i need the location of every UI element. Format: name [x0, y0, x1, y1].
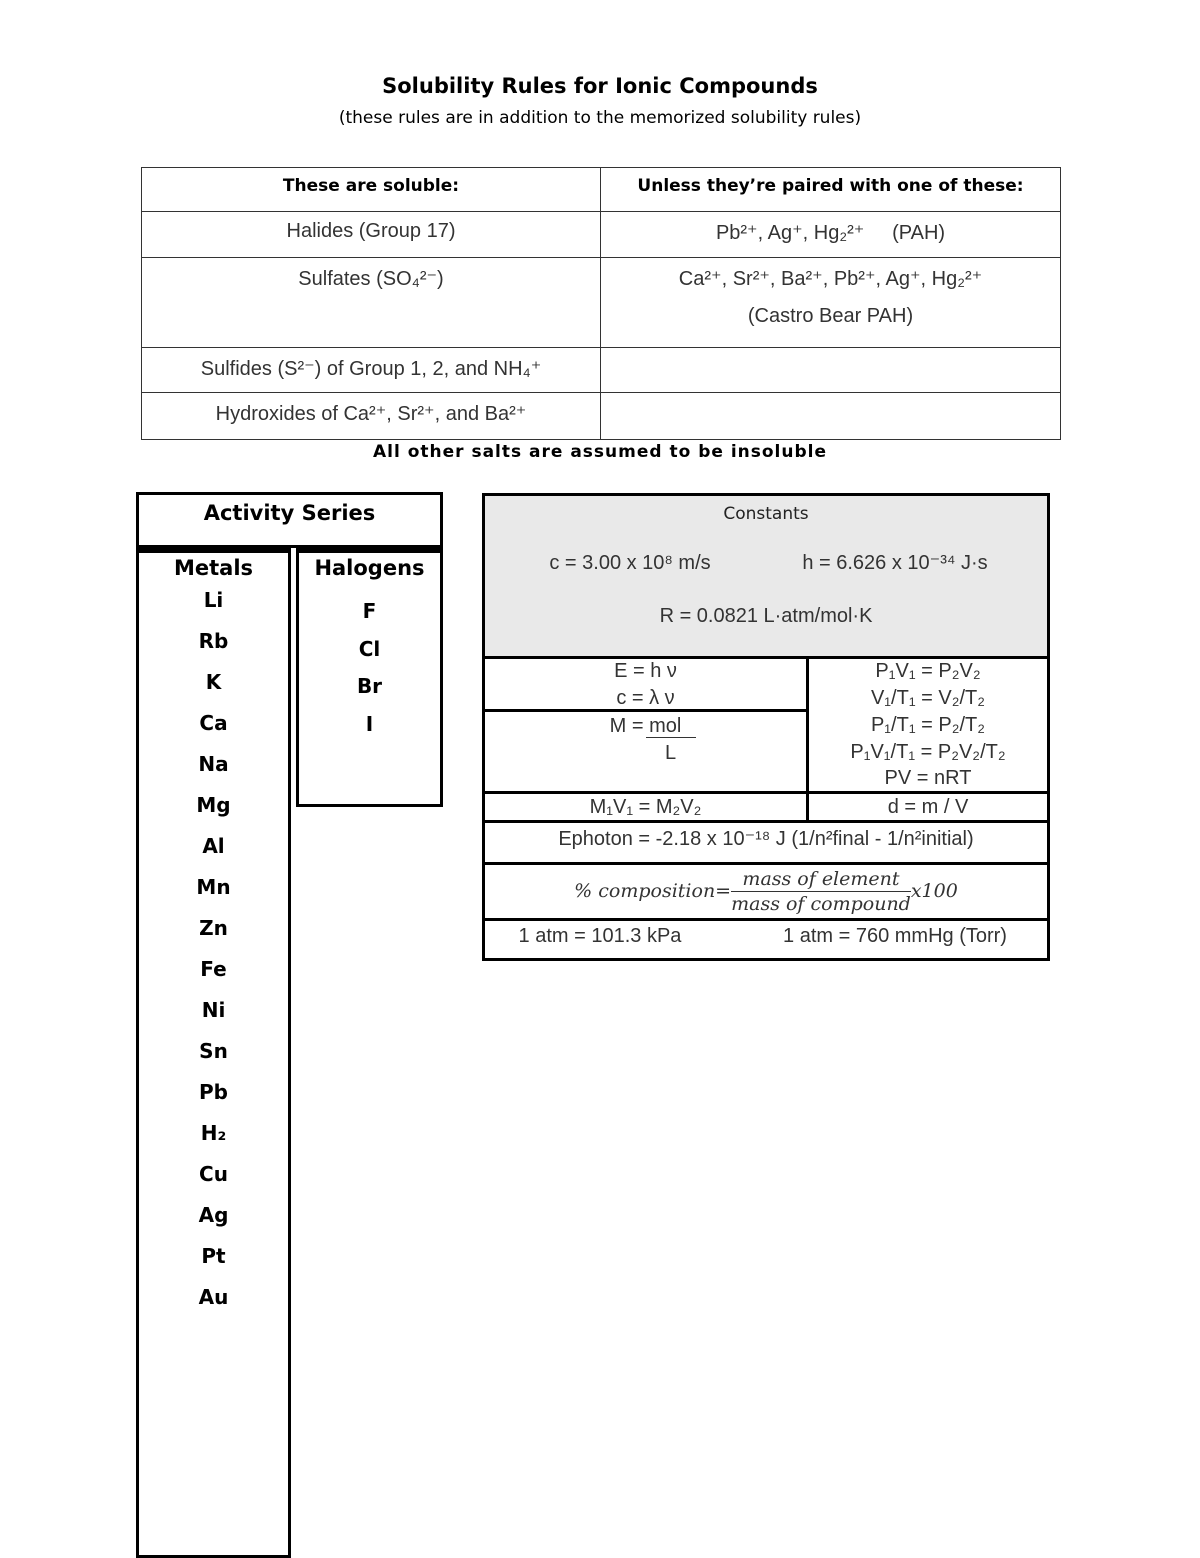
halogens-column	[296, 548, 443, 807]
metals-column	[136, 548, 291, 1558]
table-row	[142, 212, 1061, 258]
dilution-equation: M₁V₁ = M₂V₂	[589, 796, 702, 818]
sulfates-exceptions: Ca²⁺, Sr²⁺, Ba²⁺, Pb²⁺, Ag⁺, Hg₂²⁺	[678, 268, 983, 290]
sulfates-mnemonic: (Castro Bear PAH)	[747, 305, 914, 327]
table-row	[142, 258, 1061, 348]
metal-item: Ca	[199, 711, 228, 735]
table-row	[142, 393, 1061, 440]
metal-item: Al	[202, 834, 225, 858]
metal-item: Fe	[200, 957, 227, 981]
metal-item: H₂	[200, 1121, 227, 1145]
halogens-list	[299, 593, 440, 743]
molarity-fraction-bar	[646, 737, 696, 738]
row-sulfates-right	[601, 258, 1061, 348]
pressure-kpa: 1 atm = 101.3 kPa	[518, 925, 682, 947]
row-hydroxides-right	[601, 393, 1061, 440]
metal-item: Ag	[198, 1203, 229, 1227]
metal-item: K	[205, 670, 222, 694]
pressure-mmhg: 1 atm = 760 mmHg (Torr)	[783, 925, 1007, 947]
gas-constant: R = 0.0821 L·atm/mol·K	[659, 605, 873, 627]
percent-comp-label: % composition=	[574, 880, 732, 902]
metal-item: Sn	[199, 1039, 228, 1063]
metal-item: Ni	[201, 998, 226, 1022]
boyles-law: P₁V₁ = P₂V₂	[875, 660, 981, 682]
percent-composition	[485, 864, 1047, 918]
metal-item: Cu	[199, 1162, 228, 1186]
percent-comp-fraction	[731, 867, 911, 916]
row-hydroxides-left: Hydroxides of Ca²⁺, Sr²⁺, and Ba²⁺	[142, 393, 601, 440]
percent-comp-multiplier: x100	[910, 880, 958, 902]
halogen-item: Cl	[358, 636, 381, 661]
gay-lussac-law: P₁/T₁ = P₂/T₂	[870, 714, 986, 736]
metals-list	[139, 580, 288, 1318]
page-subtitle: (these rules are in addition to the memorized solubility rules)	[338, 108, 862, 128]
planck-constant: h = 6.626 x 10⁻³⁴ J·s	[802, 552, 988, 574]
halogens-header: Halogens	[314, 556, 425, 580]
percent-comp-denominator: mass of compound	[731, 893, 911, 916]
header-soluble: These are soluble:	[142, 168, 601, 212]
metal-item: Au	[198, 1285, 229, 1309]
metal-item: Pb	[199, 1080, 228, 1104]
metal-item: Mg	[196, 793, 231, 817]
ideal-gas-law: PV = nRT	[884, 767, 972, 789]
halogen-item: F	[362, 599, 377, 623]
constants-box	[482, 493, 1050, 961]
metal-item: Na	[198, 752, 229, 776]
combined-gas-law: P₁V₁/T₁ = P₂V₂/T₂	[850, 741, 1006, 763]
row-halides-right: Pb²⁺, Ag⁺, Hg₂²⁺ (PAH)	[601, 212, 1061, 258]
row-sulfides-left: Sulfides (S²⁻) of Group 1, 2, and NH₄⁺	[142, 348, 601, 393]
energy-frequency: E = h ν	[614, 660, 677, 682]
row-divider	[485, 918, 1047, 921]
table-row	[142, 348, 1061, 393]
metal-item: Pt	[201, 1244, 226, 1268]
solubility-table	[141, 167, 1061, 440]
table-header-row	[142, 168, 1061, 212]
activity-series-title: Activity Series	[136, 492, 443, 548]
halogen-item: I	[365, 711, 374, 736]
row-sulfides-right	[601, 348, 1061, 393]
halogen-item: Br	[356, 674, 383, 698]
metal-item: Mn	[196, 875, 231, 899]
speed-of-light: c = 3.00 x 10⁸ m/s	[549, 552, 711, 574]
photon-energy-equation: Ephoton = -2.18 x 10⁻¹⁸ J (1/n²final - 1/n²initial)	[558, 828, 974, 850]
header-exceptions: Unless they’re paired with one of these:	[601, 168, 1061, 212]
metal-item: Li	[203, 588, 224, 612]
constants-header-area	[485, 496, 1047, 659]
metal-item: Zn	[199, 916, 228, 940]
constants-title: Constants	[723, 504, 809, 524]
density-equation: d = m / V	[887, 796, 969, 818]
molarity-denominator: L	[664, 742, 677, 764]
percent-comp-numerator: mass of element	[731, 867, 911, 892]
speed-wavelength: c = λ ν	[616, 687, 675, 709]
insoluble-note: All other salts are assumed to be insoluble	[372, 442, 828, 462]
molarity-numerator: M = mol	[609, 715, 682, 737]
metal-item: Rb	[198, 629, 229, 653]
row-halides-left: Halides (Group 17)	[142, 212, 601, 258]
page-title: Solubility Rules for Ionic Compounds	[382, 74, 818, 98]
row-sulfates-left: Sulfates (SO₄²⁻)	[142, 258, 601, 348]
metals-header: Metals	[173, 556, 254, 580]
charles-law: V₁/T₁ = V₂/T₂	[870, 687, 986, 709]
